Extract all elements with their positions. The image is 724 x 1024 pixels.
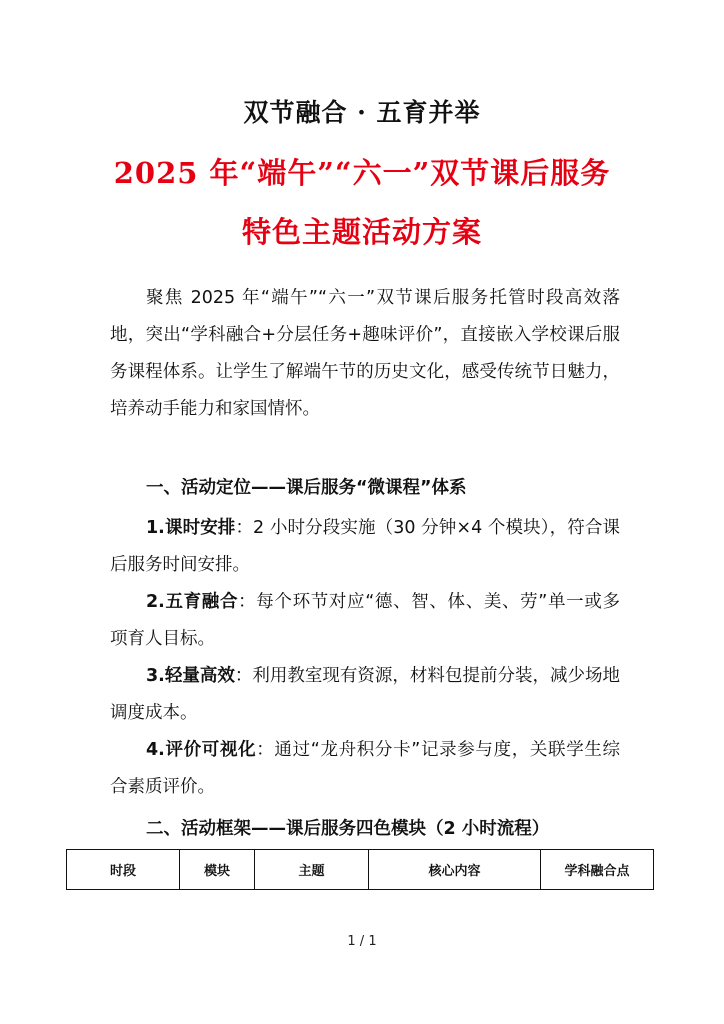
framework-table: [66, 849, 654, 890]
page-number: 1 / 1: [347, 934, 377, 949]
table-header-cell: 模块: [180, 850, 255, 890]
section-2-heading: 二、活动框架——课后服务四色模块（2 小时流程）: [146, 819, 550, 839]
item-label: 4.评价可视化: [146, 740, 257, 760]
section-1-item: [110, 658, 620, 732]
item-text: ：通过“龙舟积分卡”记录参与度，关联学生综合素质评价。: [110, 740, 620, 797]
table-header-cell: 时段: [67, 850, 180, 890]
subtitle-line-2: 特色主题活动方案: [241, 215, 482, 249]
table-header-cell: 学科融合点: [541, 850, 654, 890]
table-header-cell: 核心内容: [369, 850, 541, 890]
item-text: ：每个环节对应“德、智、体、美、劳”单一或多项育人目标。: [110, 592, 620, 649]
section-1-item: [110, 732, 620, 806]
item-text: ：利用教室现有资源，材料包提前分装，减少场地调度成本。: [110, 666, 620, 723]
item-text: ：2 小时分段实施（30 分钟×4 个模块），符合课后服务时间安排。: [110, 518, 620, 575]
section-1-heading: 一、活动定位——课后服务“微课程”体系: [146, 478, 467, 498]
subtitle-line-1: 2025 年“端午”“六一”双节课后服务: [113, 156, 611, 190]
item-label: 2.五育融合: [146, 592, 239, 612]
section-1-item: [110, 510, 620, 584]
item-label: 3.轻量高效: [146, 666, 235, 686]
table-header-row: [67, 850, 654, 890]
item-label: 1.课时安排: [146, 518, 236, 538]
table-header-cell: 主题: [255, 850, 369, 890]
page-title: 双节融合 · 五育并举: [243, 98, 481, 127]
section-1-item: [110, 584, 620, 658]
intro-paragraph: 聚焦 2025 年“端午”“六一”双节课后服务托管时段高效落地，突出“学科融合+分层任务+趣味评价”，直接嵌入学校课后服务课程体系。让学生了解端午节的历史文化，感受传统节日魅力，培养动手能力和家国情怀。: [110, 288, 620, 419]
